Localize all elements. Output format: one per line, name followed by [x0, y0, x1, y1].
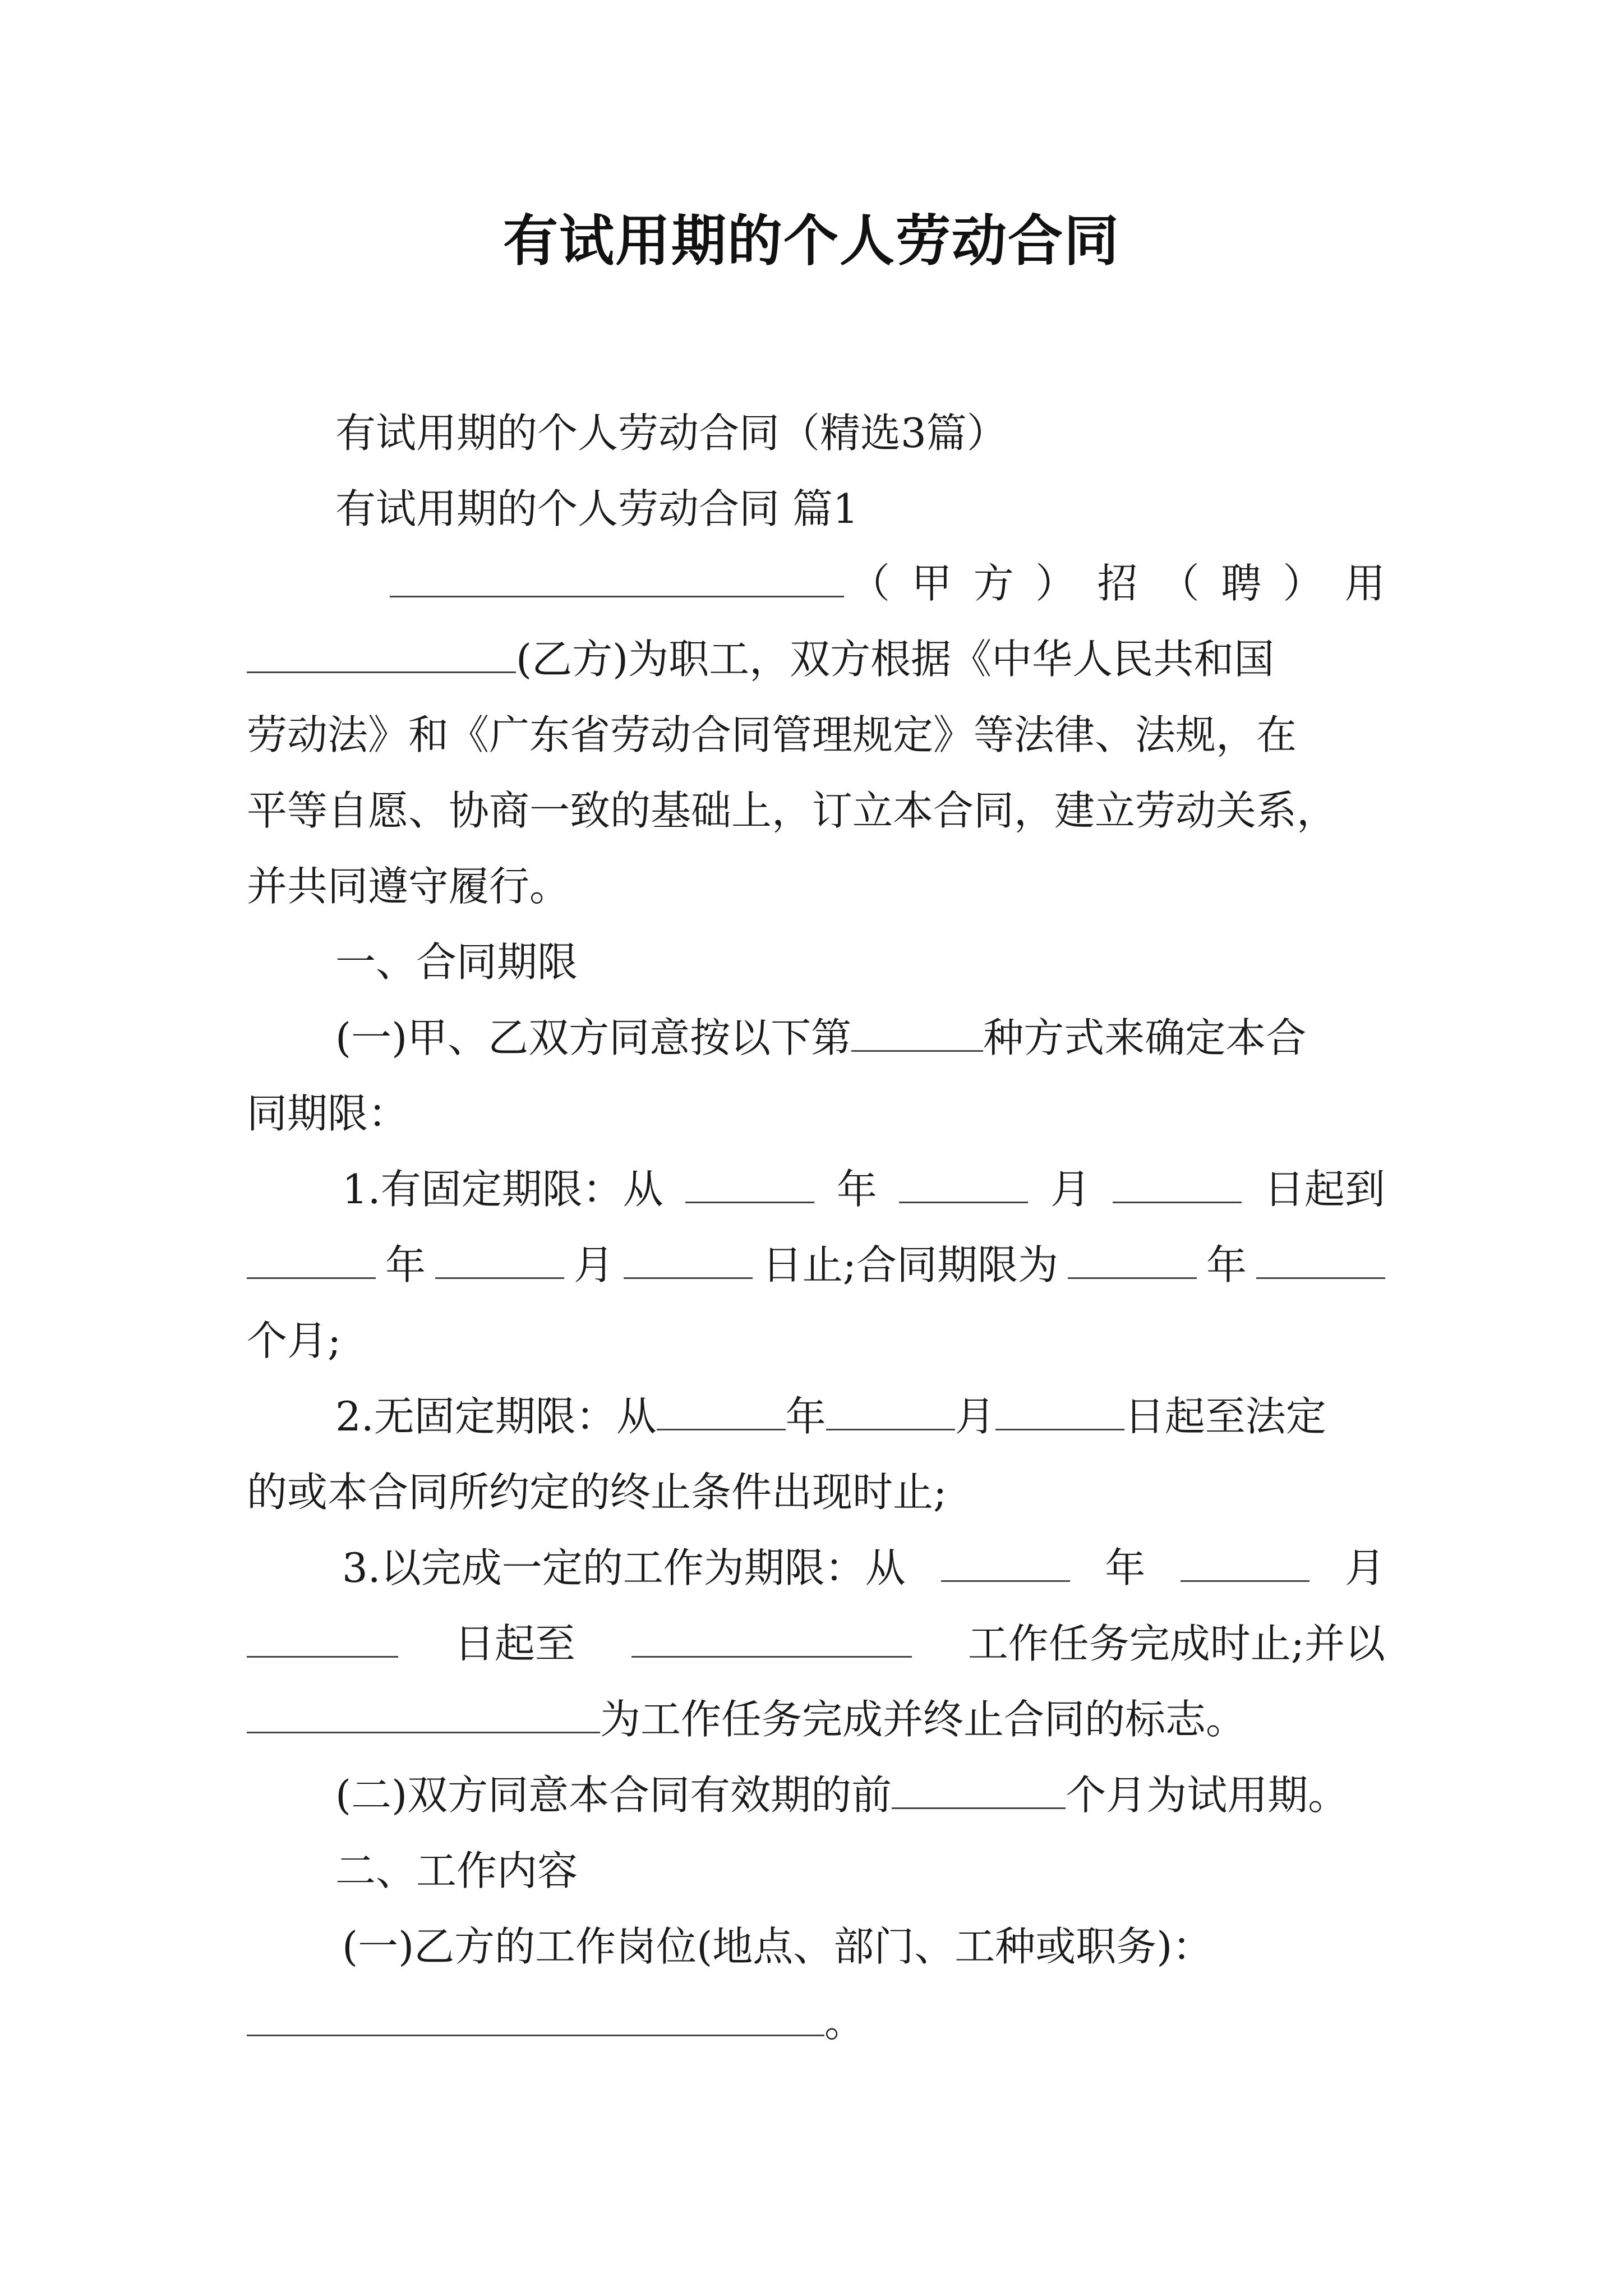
- char: 甲: [911, 560, 952, 607]
- blank-months: [1256, 1239, 1385, 1279]
- text-segment: [850, 555, 1385, 611]
- blank-month: [435, 1239, 564, 1279]
- text-segment: 种方式来确定本合: [983, 1014, 1307, 1061]
- text-segment: 。: [824, 1999, 865, 2046]
- paragraph-line: [342, 1540, 1385, 1596]
- document-title: 有试用期的个人劳动合同: [502, 209, 1120, 273]
- char: 用: [1344, 560, 1385, 607]
- blank-job-position: [247, 1996, 824, 2036]
- text-segment: 年: [1105, 1544, 1146, 1591]
- text-segment: 个月为试用期。: [1066, 1772, 1349, 1819]
- text-segment: 2.无固定期限：从: [335, 1393, 657, 1440]
- char: （: [1159, 560, 1200, 607]
- text-segment: 工作任务完成时止;并以: [967, 1620, 1385, 1667]
- paragraph-line: [335, 1767, 1385, 1823]
- char: ）: [1035, 560, 1076, 607]
- text-segment: 月: [1050, 1166, 1091, 1213]
- paragraph-line: [247, 631, 1385, 687]
- blank-month: [899, 1163, 1028, 1203]
- blank-day: [995, 1391, 1124, 1430]
- blank-month: [826, 1391, 955, 1430]
- text-segment: 日止;合同期限为: [762, 1241, 1059, 1289]
- paragraph-line: 个月;: [247, 1317, 342, 1364]
- text-segment: 3.以完成一定的工作为期限：从: [342, 1544, 906, 1591]
- blank-year: [941, 1542, 1070, 1582]
- text-segment: 年: [836, 1166, 877, 1213]
- paragraph-line: [335, 1388, 1385, 1444]
- paragraph-line: [335, 1010, 1385, 1066]
- clause-heading: 一、合同期限: [335, 938, 578, 986]
- blank-completion-mark: [247, 1694, 600, 1733]
- text-segment: 月: [1344, 1544, 1385, 1591]
- paragraph-line: [247, 1616, 1385, 1672]
- char: ）: [1283, 560, 1324, 607]
- blank-day: [247, 1618, 398, 1658]
- blank-years: [1068, 1239, 1197, 1279]
- text-segment: (一)甲、乙双方同意按以下第: [335, 1014, 852, 1061]
- blank-task: [631, 1618, 912, 1658]
- text-segment: (二)双方同意本合同有效期的前: [335, 1772, 892, 1819]
- char: 招: [1097, 560, 1138, 607]
- blank-year: [685, 1163, 814, 1203]
- char: 聘: [1221, 560, 1262, 607]
- text-segment: 日起到: [1264, 1166, 1385, 1213]
- blank-employee: [247, 633, 516, 673]
- blank-probation-months: [892, 1769, 1066, 1809]
- blank-day: [1113, 1163, 1242, 1203]
- text-segment: 为工作任务完成并终止合同的标志。: [600, 1696, 1247, 1743]
- document-subtitle: 有试用期的个人劳动合同（精选3篇）: [335, 409, 1007, 457]
- blank-year: [247, 1239, 376, 1279]
- blank-employer: [390, 558, 844, 597]
- text-segment: 日起至: [454, 1620, 575, 1667]
- clause-heading: 二、工作内容: [335, 1847, 578, 1894]
- paragraph-line: [247, 1237, 1385, 1293]
- text-segment: (乙方)为职工，双方根据《中华人民共和国: [516, 636, 1275, 683]
- paragraph-line: 平等自愿、协商一致的基础上，订立本合同，建立劳动关系，: [247, 787, 1338, 834]
- paragraph-line: [390, 555, 1385, 611]
- text-segment: 年: [1206, 1241, 1247, 1289]
- paragraph-line: [342, 1161, 1385, 1217]
- text-segment: 日起至法定: [1124, 1393, 1326, 1440]
- paragraph-line: 劳动法》和《广东省劳动合同管理规定》等法律、法规，在: [247, 711, 1297, 758]
- section-heading: 有试用期的个人劳动合同 篇1: [335, 485, 859, 532]
- blank-option: [851, 1012, 983, 1052]
- paragraph-line: 的或本合同所约定的终止条件出现时止;: [247, 1469, 947, 1516]
- paragraph-line: [247, 1994, 1385, 2050]
- paragraph-line: 同期限：: [247, 1090, 409, 1137]
- blank-year: [657, 1391, 786, 1430]
- text-segment: 年: [785, 1393, 826, 1440]
- paragraph-line: [247, 1691, 1385, 1747]
- paragraph-line: 并共同遵守履行。: [247, 863, 570, 910]
- char: （: [850, 560, 891, 607]
- blank-month: [1181, 1542, 1310, 1582]
- blank-day: [624, 1239, 753, 1279]
- text-segment: 月: [955, 1393, 995, 1440]
- text-segment: 年: [385, 1241, 426, 1289]
- paragraph-line: (一)乙方的工作岗位(地点、部门、工种或职务)：: [342, 1923, 1213, 1970]
- text-segment: 月: [573, 1241, 614, 1289]
- char: 方: [973, 560, 1014, 607]
- text-segment: 1.有固定期限：从: [342, 1166, 663, 1213]
